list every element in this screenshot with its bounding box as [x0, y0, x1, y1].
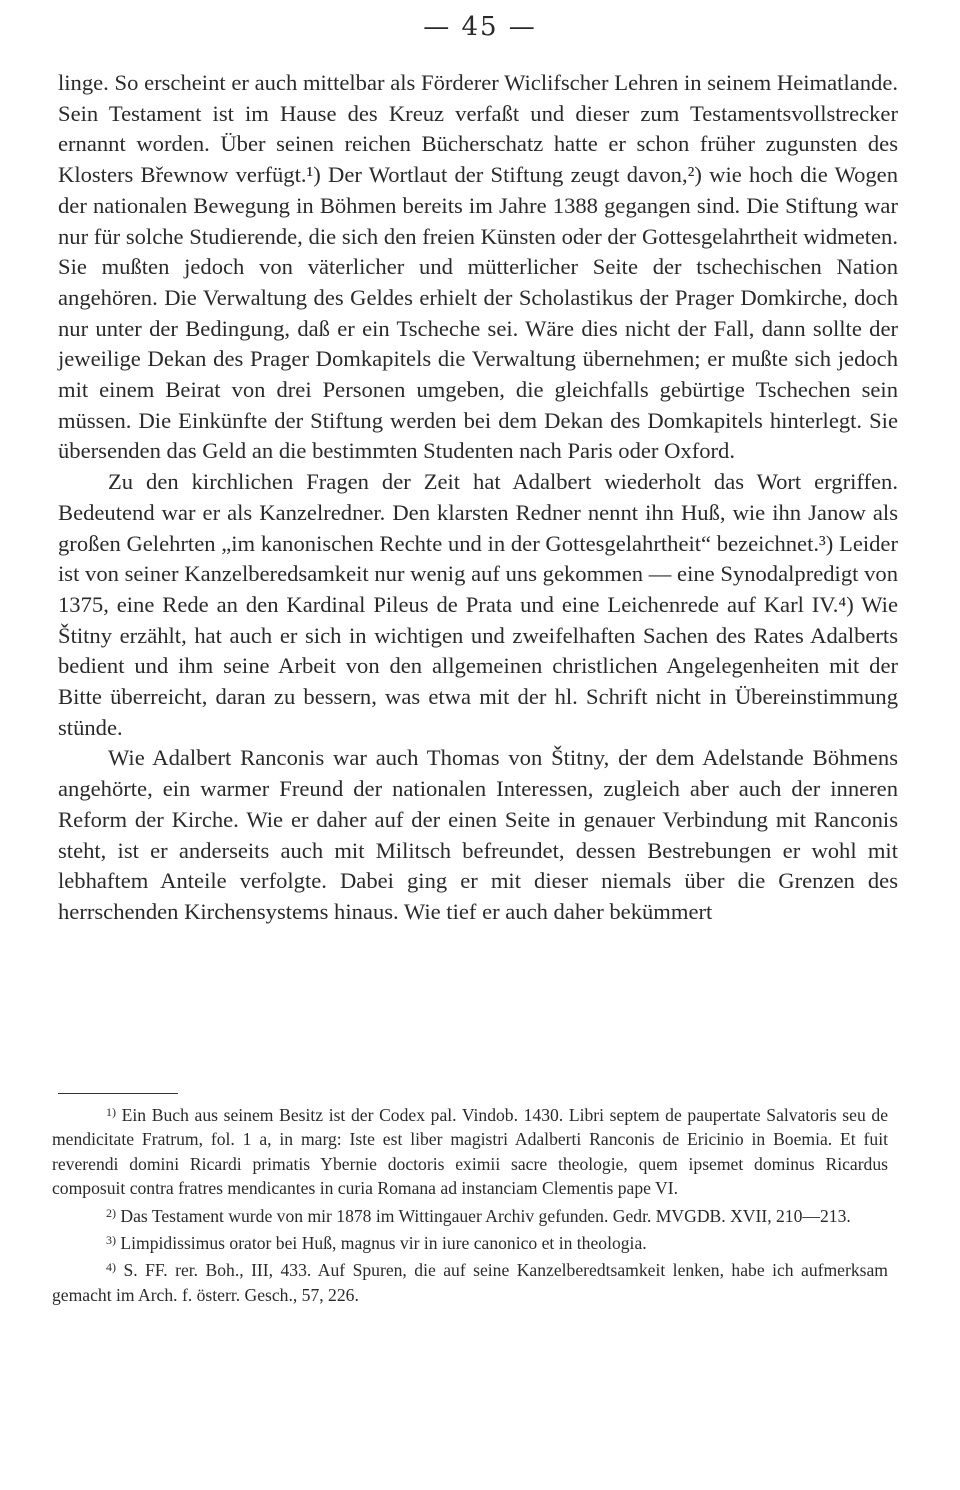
footnote-marker: 3) [106, 1233, 116, 1248]
footnote-marker: 2) [106, 1205, 116, 1220]
main-text [58, 68, 898, 928]
footnote [52, 1228, 888, 1255]
paragraph: Zu den kirchlichen Fragen der Zeit hat Adalbert wiederholt das Wort ergriffen. Bedeutend war er als Kanzelredner. Den klarsten Redner nennt ihn Huß, wie ihn Janow als großen Gelehrten „im kanonischen Rechte und in der Gottesgelahrtheit“ bezeichnet.³) Leider ist von seiner Kanzelberedsamkeit nur wenig auf uns gekommen — eine Synodalpredigt von 1375, eine Rede an den Kardinal Pileus de Prata und eine Leichenrede auf Karl IV.⁴) Wie Štitny erzählt, hat auch er sich in wichtigen und zweifelhaften Sachen des Rates Adalberts bedient und ihm seine Arbeit von den allgemeinen christlichen Angelegenheiten mit der Bitte überreicht, daran zu bessern, was etwa mit der hl. Schrift nicht in Übereinstimmung stünde. [58, 469, 898, 740]
footnote [52, 1201, 888, 1228]
page-number: — 45 — [423, 12, 537, 42]
footnote-text: Das Testament wurde von mir 1878 im Wittingauer Archiv gefunden. Gedr. MVGDB. XVII, 210—213. [120, 1205, 851, 1226]
footnote-text: Ein Buch aus seinem Besitz ist der Codex pal. Vindob. 1430. Libri septem de paupertate Salvatoris seu de mendicitate Fratrum, fol. 1 a, in marg: Iste est liber magistri Adalberti Ranconis de Ericinio in Boemia. Et fuit reverendi domini Ricardi primatis Ybernie doctoris eximii sacre theologie, quem ipsemet dominus Ricardus composuit contra fratres mendicantes in curia Romana ad instanciam Clementis pape VI. [52, 1105, 889, 1199]
footnotes [52, 1100, 888, 1307]
footnote-text: S. FF. rer. Boh., III, 433. Auf Spuren, die auf seine Kanzelberedtsamkeit lenken, habe ich aufmerksam gemacht im Arch. f. österr. Gesch., 57, 226. [52, 1260, 888, 1305]
paragraph: Wie Adalbert Ranconis war auch Thomas von Štitny, der dem Adelstande Böhmens angehörte, ein warmer Freund der nationalen Interessen, zugleich aber auch der inneren Reform der Kirche. Wie er daher auf der einen Seite in genauer Verbindung mit Ranconis steht, ist er anderseits auch mit Militsch befreundet, dessen Bestrebungen er wohl mit lebhaftem Anteile verfolgte. Dabei ging er mit dieser niemals über die Grenzen des herrschenden Kirchensystems hinaus. Wie tief er auch daher bekümmert [58, 745, 898, 924]
footnote-marker: 4) [106, 1260, 116, 1275]
footnote-divider [58, 1093, 178, 1094]
footnote [52, 1255, 888, 1307]
footnote-marker: 1) [106, 1105, 116, 1119]
paragraph: linge. So erscheint er auch mittelbar als Förderer Wiclifscher Lehren in seinem Heimatlande. Sein Testament ist im Hause des Kreuz verfaßt und dieser zum Testamentsvollstrecker ernannt worden. Über seinen reichen Bücherschatz hatte er schon früher zugunsten des Klosters Břewnow verfügt.¹) Der Wortlaut der Stiftung zeugt davon,²) wie hoch die Wogen der nationalen Bewegung in Böhmen bereits im Jahre 1388 gegangen sind. Die Stiftung war nur für solche Studierende, die sich den freien Künsten oder der Gottesgelahrtheit widmeten. Sie mußten jedoch von väterlicher und mütterlicher Seite der tschechischen Nation angehören. Die Verwaltung des Geldes erhielt der Scholastikus der Prager Domkirche, doch nur unter der Bedingung, daß er ein Tscheche sei. Wäre dies nicht der Fall, dann sollte der jeweilige Dekan des Prager Domkapitels die Verwaltung übernehmen; er mußte sich jedoch mit einem Beirat von drei Personen umgeben, die gleichfalls gebürtige Tschechen sein müssen. Die Einkünfte der Stiftung werden bei dem Dekan des Domkapitels hinterlegt. Sie übersenden das Geld an die bestimmten Studenten nach Paris oder Oxford. [58, 70, 898, 464]
footnote-text: Limpidissimus orator bei Huß, magnus vir in iure canonico et in theologia. [120, 1233, 647, 1254]
footnote [52, 1100, 888, 1201]
